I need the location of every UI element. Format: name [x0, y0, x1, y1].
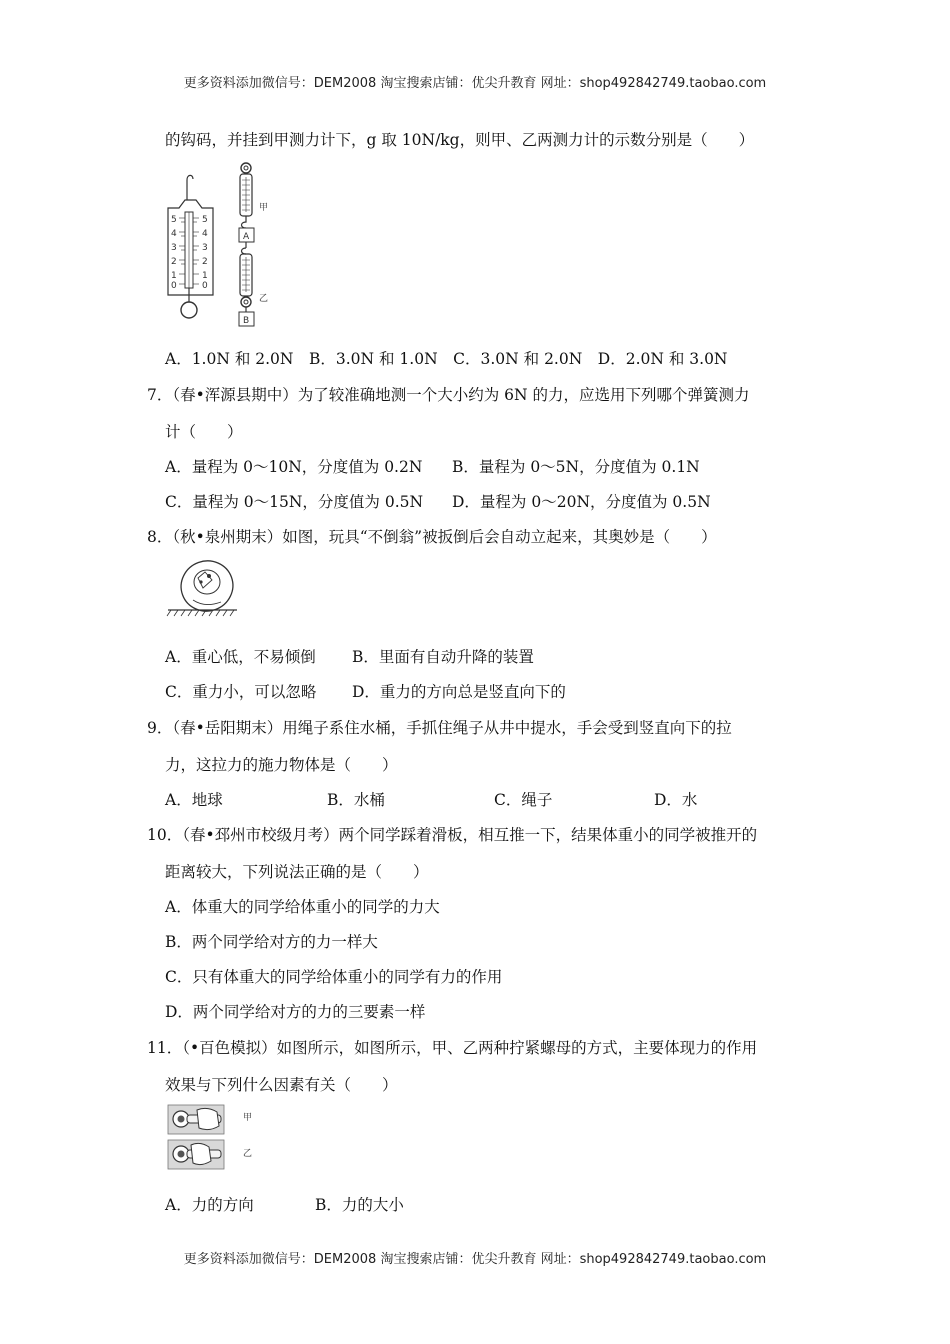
- q7-stem-line1: 7．（春•浑源县期中）为了较准确地测一个大小约为 6N 的力，应选用下列哪个弹簧测力: [147, 386, 750, 404]
- q7-option-a: A．量程为 0～10N，分度值为 0.2N: [165, 458, 423, 476]
- label-block-a: A: [243, 232, 250, 242]
- q11-stem-line1: 11．（•百色模拟）如图所示，如图所示，甲、乙两种拧紧螺母的方式，主要体现力的作用: [147, 1039, 758, 1057]
- q6-stem-tail: 的钩码，并挂到甲测力计下，g 取 10N/kg，则甲、乙两测力计的示数分别是（ ）: [165, 131, 755, 149]
- page-header-note: 更多资料添加微信号：DEM2008 淘宝搜索店铺：优尖升教育 网址：shop492842749.taobao.com: [183, 76, 767, 91]
- q8-option-c: C．重力小，可以忽略: [165, 683, 317, 701]
- scale-number: 1: [202, 271, 208, 281]
- q11-option-b: B．力的大小: [315, 1196, 404, 1214]
- q6-options: A．1.0N 和 2.0N B．3.0N 和 1.0N C．3.0N 和 2.0N D．2.0N 和 3.0N: [165, 350, 728, 368]
- q7-stem-line2: 计（ ）: [165, 423, 243, 441]
- q7-option-b: B．量程为 0～5N，分度值为 0.1N: [452, 458, 700, 476]
- q7-option-d: D．量程为 0～20N，分度值为 0.5N: [452, 493, 711, 511]
- label-yi: 乙: [243, 1149, 253, 1159]
- scale-number: 5: [171, 215, 177, 225]
- label-jia: 甲: [259, 203, 269, 213]
- q9-stem-line2: 力，这拉力的施力物体是（ ）: [165, 756, 398, 774]
- q10-option-a: A．体重大的同学给体重小的同学的力大: [165, 898, 440, 916]
- q10-option-c: C．只有体重大的同学给体重小的同学有力的作用: [165, 968, 503, 986]
- q6-spring-scale-figure: [160, 160, 280, 334]
- scale-number: 1: [171, 271, 177, 281]
- q8-option-a: A．重心低，不易倾倒: [165, 648, 316, 666]
- page-footer-note: 更多资料添加微信号：DEM2008 淘宝搜索店铺：优尖升教育 网址：shop492842749.taobao.com: [183, 1252, 767, 1267]
- q8-tumbler-figure: [165, 558, 245, 624]
- scale-number: 5: [202, 215, 208, 225]
- label-yi: 乙: [259, 294, 269, 304]
- label-block-b: B: [243, 316, 250, 326]
- q11-wrench-figure: [167, 1104, 267, 1176]
- q8-option-b: B．里面有自动升降的装置: [352, 648, 534, 666]
- q11-option-a: A．力的方向: [165, 1196, 254, 1214]
- q9-option-c: C．绳子: [494, 791, 553, 809]
- q10-stem-line2: 距离较大，下列说法正确的是（ ）: [165, 863, 429, 881]
- q10-option-b: B．两个同学给对方的力一样大: [165, 933, 378, 951]
- q7-option-c: C．量程为 0～15N，分度值为 0.5N: [165, 493, 424, 511]
- scale-number: 0: [202, 281, 208, 291]
- scale-number: 0: [171, 281, 177, 291]
- q10-stem-line1: 10．（春•邳州市校级月考）两个同学踩着滑板，相互推一下，结果体重小的同学被推开的: [147, 826, 758, 844]
- scale-number: 2: [171, 257, 177, 267]
- q10-option-d: D．两个同学给对方的力的三要素一样: [165, 1003, 426, 1021]
- scale-number: 2: [202, 257, 208, 267]
- scale-number: 3: [202, 243, 208, 253]
- q9-stem-line1: 9．（春•岳阳期末）用绳子系住水桶，手抓住绳子从井中提水，手会受到竖直向下的拉: [147, 719, 732, 737]
- q11-stem-line2: 效果与下列什么因素有关（ ）: [165, 1076, 398, 1094]
- q9-option-a: A．地球: [165, 791, 223, 809]
- q9-option-d: D．水: [654, 791, 698, 809]
- scale-number: 3: [171, 243, 177, 253]
- q9-option-b: B．水桶: [327, 791, 385, 809]
- label-jia: 甲: [243, 1113, 253, 1123]
- scale-number: 4: [202, 229, 208, 239]
- q8-option-d: D．重力的方向总是竖直向下的: [352, 683, 566, 701]
- scale-number: 4: [171, 229, 177, 239]
- q8-stem: 8．（秋•泉州期末）如图，玩具“不倒翁”被扳倒后会自动立起来，其奥妙是（ ）: [147, 528, 717, 546]
